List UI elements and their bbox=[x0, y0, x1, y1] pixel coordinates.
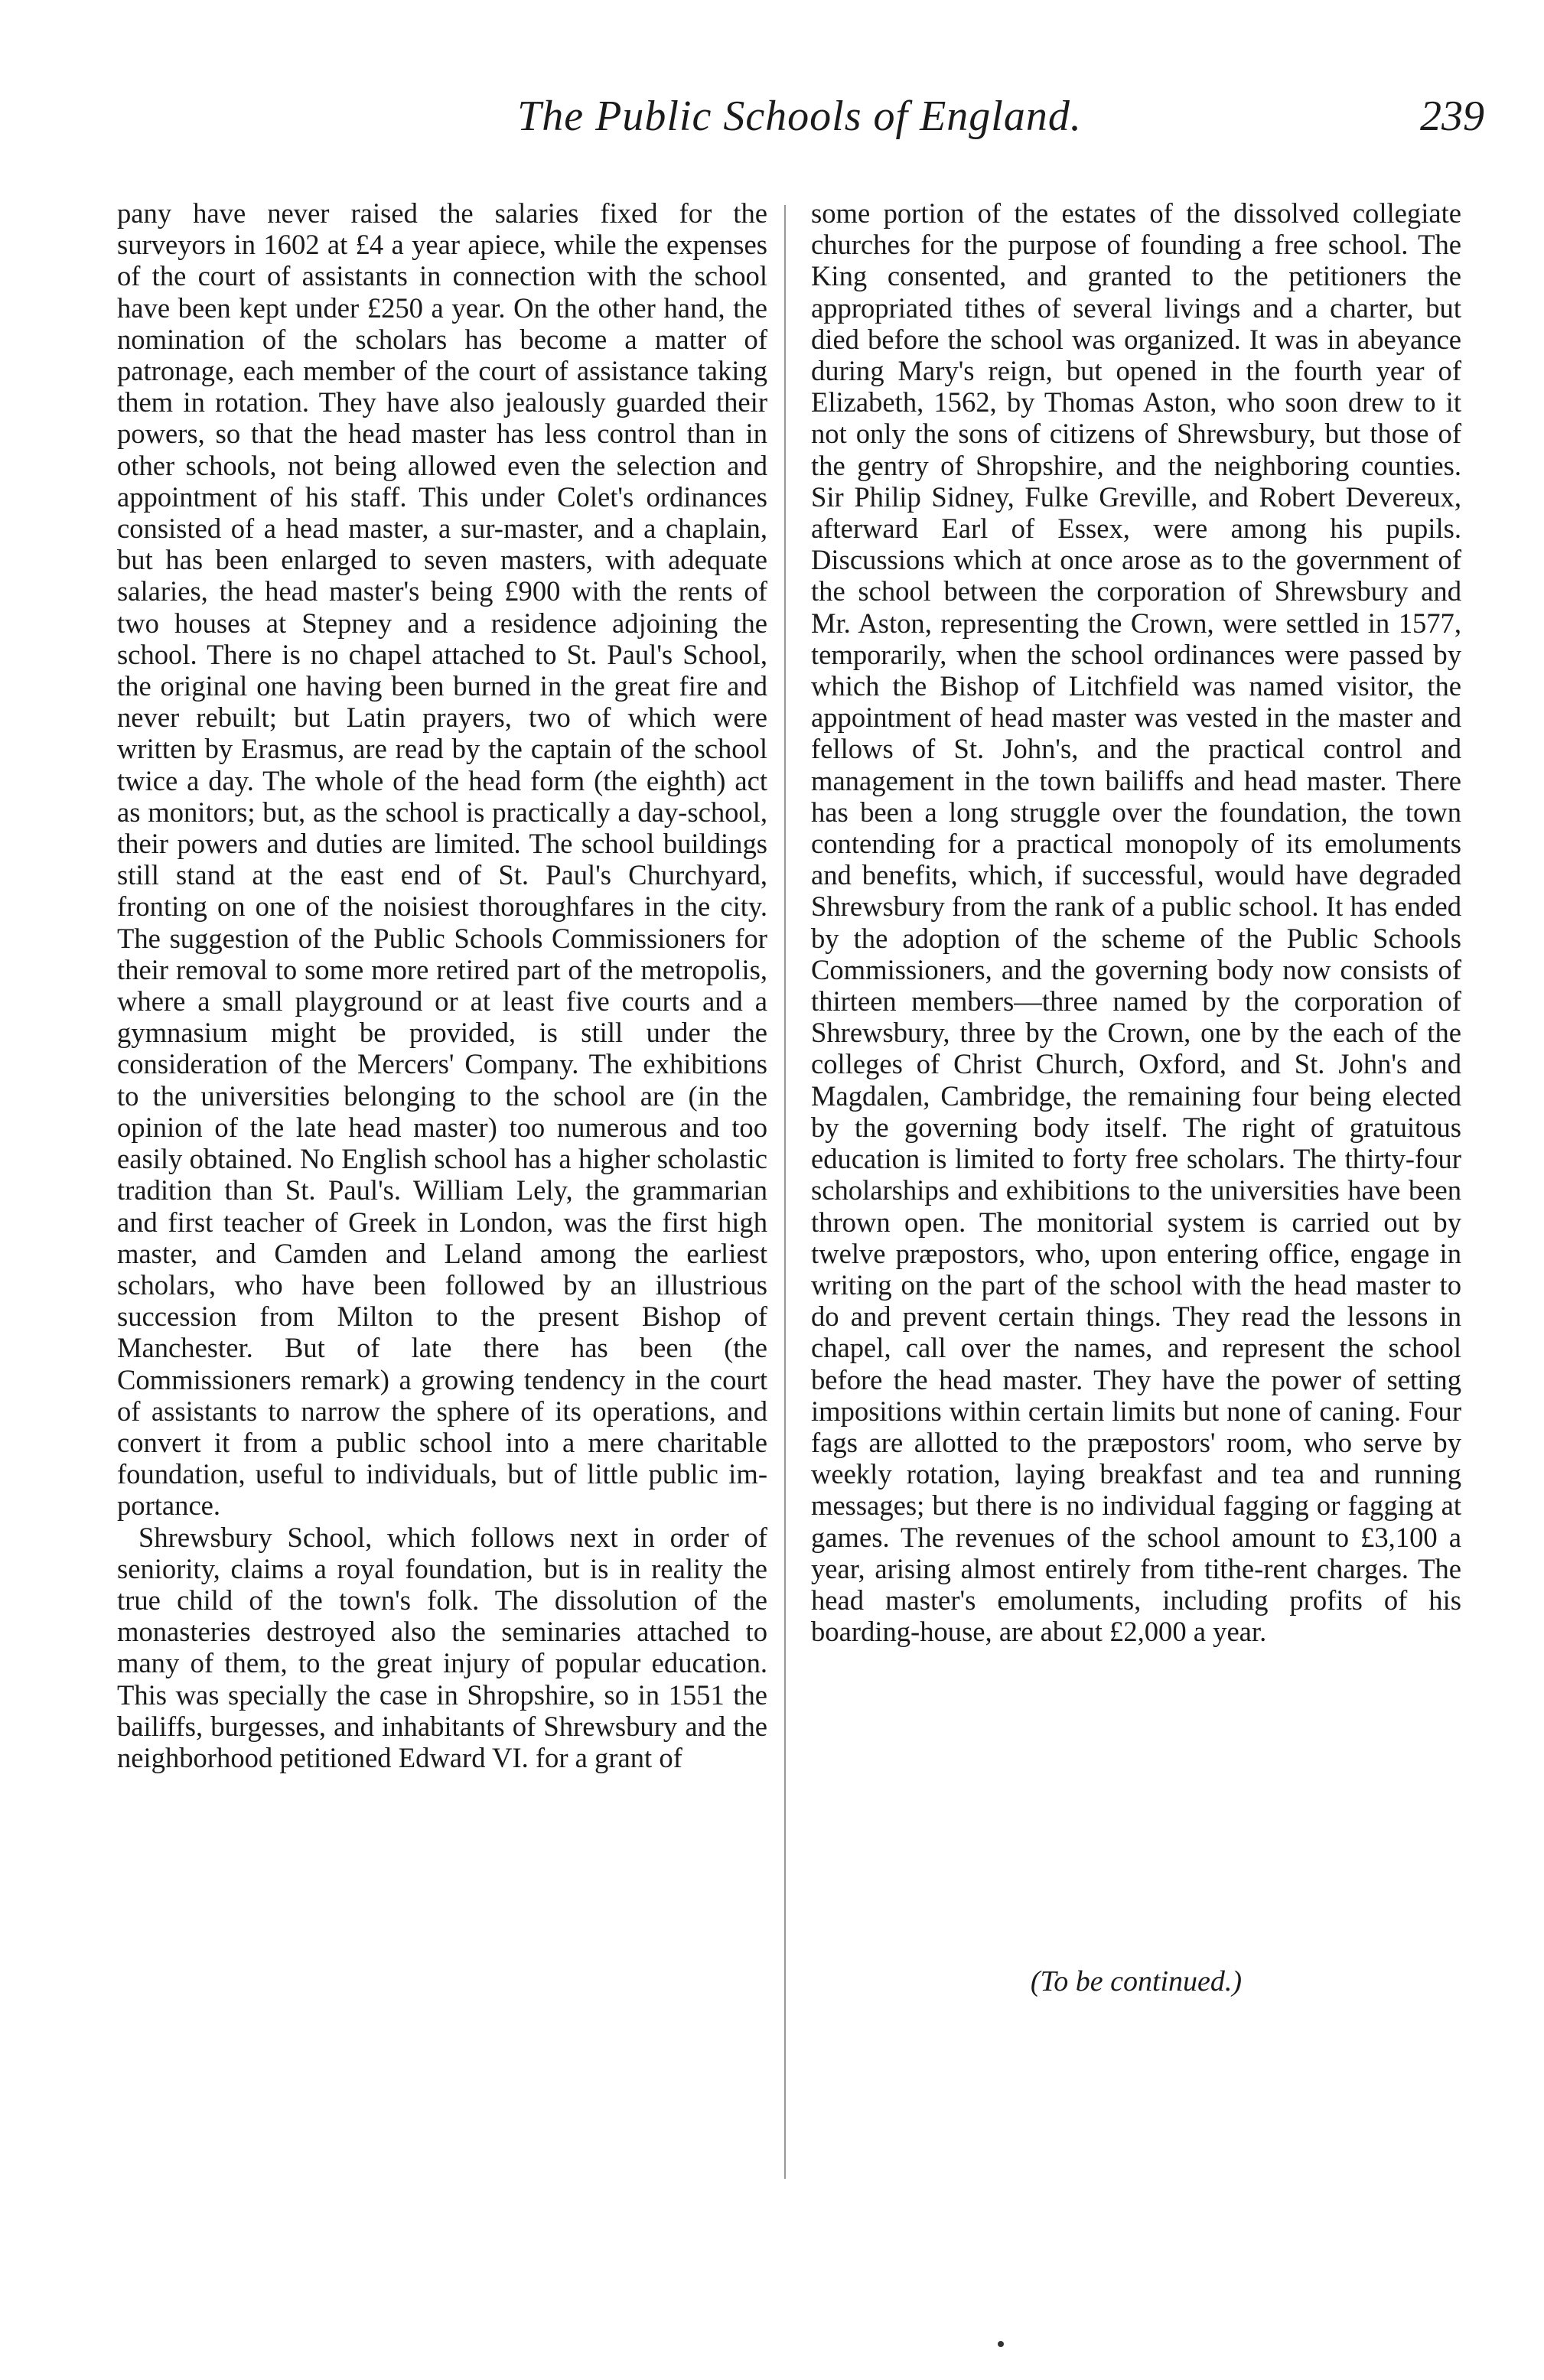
right-column bbox=[811, 197, 1461, 1647]
left-paragraph-1: pany have never raised the salaries fixed for the surveyors in 1602 at £4 a year apiece, while the expenses of the court of assistants in connection with the school have been kept under £250 a year. On the other hand, the nomination of the scholars has become a matter of patronage, each member of the court of assistance taking them in rotation. They have also jealously guarded their powers, so that the head master has less control than in other schools, not being allowed even the selection and appointment of his staff. This under Colet's ordinances consisted of a head master, a sur-master, and a chaplain, but has been enlarged to seven masters, with adequate salaries, the head master's being £900 with the rents of two houses at Stepney and a residence adjoining the school. There is no chapel attached to St. Paul's School, the original one having been burned in the great fire and never rebuilt; but Latin prayers, two of which were written by Erasmus, are read by the captain of the school twice a day. The whole of the head form (the eighth) act as monitors; but, as the school is practically a day-school, their powers and duties are limited. The school buildings still stand at the east end of St. Paul's Churchyard, fronting on one of the noisiest thoroughfares in the city. The suggestion of the Public Schools Commissioners for their removal to some more retired part of the metropolis, where a small playground or at least five courts and a gymnasium might be provided, is still under the consideration of the Mercers' Company. The exhibitions to the universities belonging to the school are (in the opinion of the late head master) too numerous and too easily obtained. No English school has a higher scholastic tradition than St. Paul's. William Lely, the grammarian and first teacher of Greek in London, was the first high master, and Camden and Leland among the earliest scholars, who have been followed by an illustrious succession from Milton to the present Bishop of Manchester. But of late there has been (the Commissioners remark) a growing tendency in the court of assistants to narrow the sphere of its operations, and convert it from a public school into a mere charitable foundation, useful to individuals, but of little public importance. bbox=[117, 197, 767, 1522]
left-paragraph-2: Shrewsbury School, which follows next in order of seniority, claims a royal foundation, but is in reality the true child of the town's folk. The dissolution of the monasteries destroyed also the seminaries attached to many of them, to the great injury of popular education. This was specially the case in Shropshire, so in 1551 the bailiffs, burgesses, and inhabitants of Shrewsbury and the neighborhood petitioned Edward VI. for a grant of bbox=[117, 1521, 767, 1773]
right-paragraph-1: some portion of the estates of the dissolved collegiate churches for the purpose of founding a free school. The King consented, and granted to the petitioners the appropriated tithes of several livings and a charter, but died before the school was organized. It was in abeyance during Mary's reign, but opened in the fourth year of Elizabeth, 1562, by Thomas Aston, who soon drew to it not only the sons of citizens of Shrewsbury, but those of the gentry of Shropshire, and the neighboring counties. Sir Philip Sidney, Fulke Greville, and Robert Devereux, afterward Earl of Essex, were among his pupils. Discussions which at once arose as to the government of the school between the corporation of Shrewsbury and Mr. Aston, representing the Crown, were settled in 1577, temporarily, when the school ordinances were passed by which the Bishop of Litchfield was named visitor, the appointment of head master was vested in the master and fellows of St. John's, and the practical control and management in the town bailiffs and head master. There has been a long struggle over the foundation, the town contending for a practical monopoly of its emoluments and benefits, which, if successful, would have degraded Shrewsbury from the rank of a public school. It has ended by the adoption of the scheme of the Public Schools Commissioners, and the governing body now consists of thirteen members—three named by the corporation of Shrewsbury, three by the Crown, one by the each of the colleges of Christ Church, Oxford, and St. John's and Magdalen, Cambridge, the remaining four being elected by the governing body itself. The right of gratuitous education is limited to forty free scholars. The thirty-four scholarships and exhibitions to the universities have been thrown open. The monitorial system is carried out by twelve præpostors, who, upon entering office, engage in writing on the part of the school with the head master to do and prevent certain things. They read the lessons in chapel, call over the names, and represent the school before the head master. They have the power of setting impositions within certain limits but none of caning. Four fags are allotted to the præpostors' room, who serve by weekly rotation, laying breakfast and tea and running messages; but there is no individual fagging or fagging at games. The revenues of the school amount to £3,100 a year, arising almost entirely from tithe-rent charges. The head master's emoluments, including profits of his boarding-house, are about £2,000 a year. bbox=[811, 197, 1461, 1648]
page-number: 239 bbox=[1420, 93, 1484, 140]
printer-mark bbox=[998, 2341, 1004, 2347]
column-divider bbox=[784, 205, 786, 2179]
running-title: The Public Schools of England. bbox=[517, 93, 1082, 140]
continued-note: (To be continued.) bbox=[1030, 1965, 1243, 1997]
left-column bbox=[117, 197, 767, 1773]
running-head bbox=[115, 92, 1484, 153]
